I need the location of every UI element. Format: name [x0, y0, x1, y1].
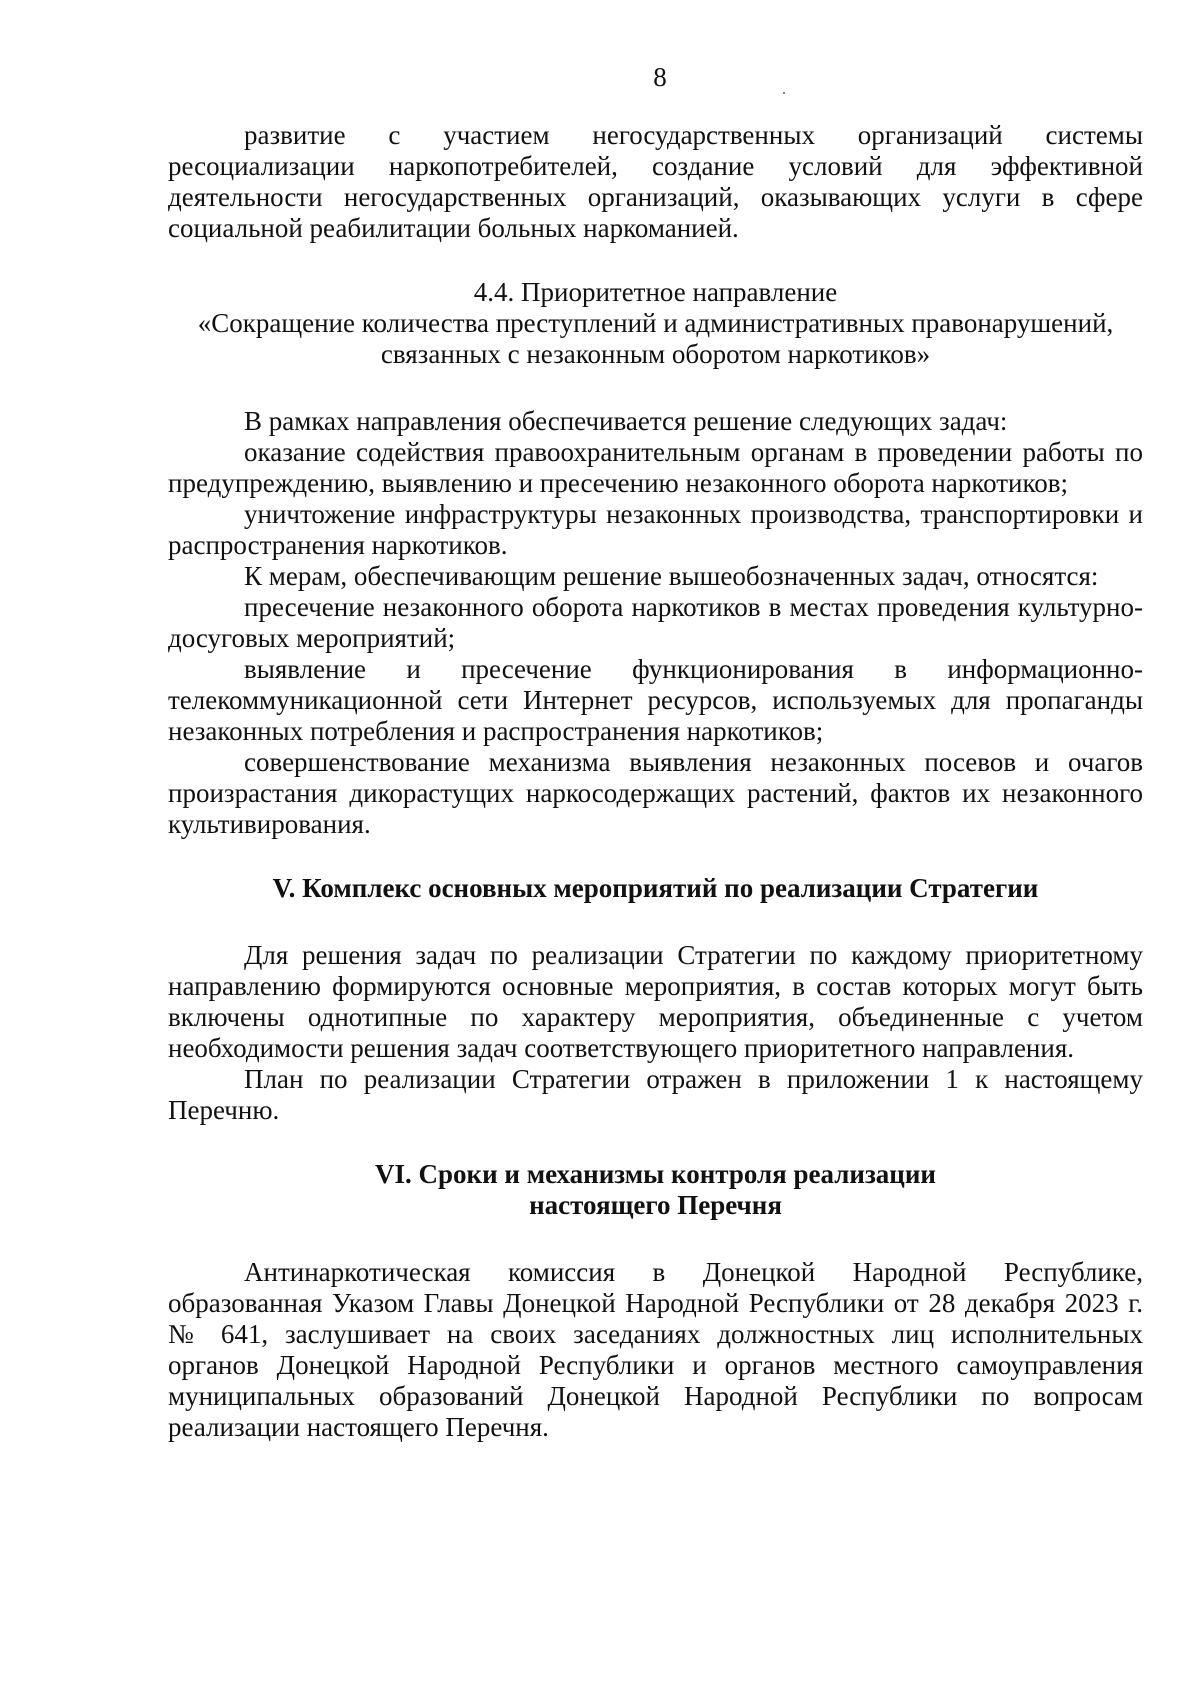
paragraph: выявление и пресечение функционирования в информационно-телекоммуникационной сети Интернет ресурсов, используемых для пропаганды незаконных потребления и распространения наркотиков; — [168, 654, 1143, 746]
section-4-4-subtitle: «Сокращение количества преступлений и административных правонарушений, — [197, 308, 1114, 338]
paragraph: оказание содействия правоохранительным органам в проведении работы по предупреждению, выявлению и пресечению незаконного оборота наркотиков; — [168, 437, 1143, 498]
spacer — [168, 904, 1143, 940]
spacer — [168, 840, 1143, 873]
section-5-title: V. Комплекс основных мероприятий по реализации Стратегии — [272, 873, 1039, 903]
paragraph: пресечение незаконного оборота наркотиков в местах проведения культурно-досуговых мероприятий; — [168, 592, 1143, 653]
spacer — [168, 1221, 1143, 1257]
scan-speck — [783, 92, 785, 94]
paragraph: совершенствование механизма выявления незаконных посевов и очагов произрастания дикорастущих наркосодержащих растений, фактов их незаконного культивирования. — [168, 747, 1143, 839]
paragraph: План по реализации Стратегии отражен в приложении 1 к настоящему Перечню. — [168, 1064, 1143, 1125]
paragraph: В рамках направления обеспечивается решение следующих задач: — [244, 406, 1008, 436]
paragraph: Для решения задач по реализации Стратегии по каждому приоритетному направлению формируются основные мероприятия, в состав которых могут быть включены однотипные по характеру мероприятия, объединенные с учетом необходимости решения задач соответствующего приоритетного направления. — [168, 940, 1143, 1063]
spacer — [168, 1126, 1143, 1159]
paragraph: К мерам, обеспечивающим решение вышеобозначенных задач, относятся: — [244, 561, 1099, 591]
spacer — [168, 370, 1143, 406]
section-4-4-title: 4.4. Приоритетное направление — [473, 277, 838, 307]
section-6-title-cont: настоящего Перечня — [529, 1190, 782, 1220]
paragraph: уничтожение инфраструктуры незаконных производства, транспортировки и распространения наркотиков. — [168, 499, 1143, 560]
paragraph: Антинаркотическая комиссия в Донецкой Народной Республике, образованная Указом Главы Донецкой Народной Республики от 28 декабря 2023 г. № 641, заслушивает на своих заседаниях должностных лиц исполнительных органов Донецкой Народной Республики и органов местного самоуправления муниципальных образований Донецкой Народной Республики по вопросам реализации настоящего Перечня. — [168, 1257, 1143, 1442]
paragraph-top: развитие с участием негосударственных организаций системы ресоциализации наркопотребителей, создание условий для эффективной деятельности негосударственных организаций, оказывающих услуги в сфере социальной реабилитации больных наркоманией. — [168, 120, 1143, 243]
section-6-title: VI. Сроки и механизмы контроля реализации — [375, 1159, 936, 1189]
document-body — [168, 120, 1143, 1443]
section-4-4-subtitle-cont: связанных с незаконным оборотом наркотиков» — [380, 339, 931, 369]
spacer — [168, 244, 1143, 277]
page-number: 8 — [653, 62, 667, 92]
